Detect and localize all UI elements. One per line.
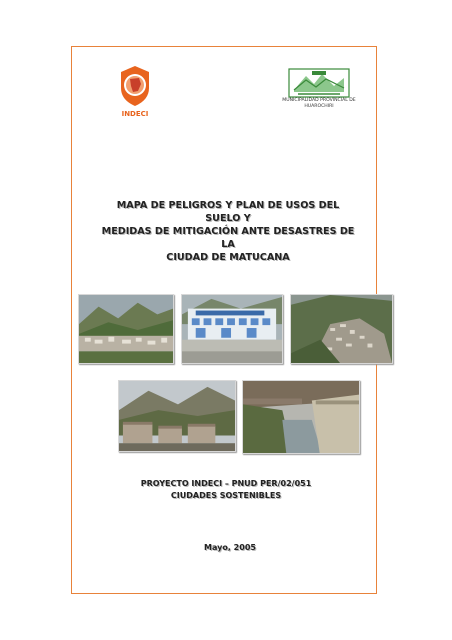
valley-town-photo [78, 294, 174, 364]
title-line-1: MAPA DE PELIGROS Y PLAN DE USOS DEL SUELO Y [116, 200, 340, 224]
indeci-label: INDECI [121, 110, 149, 118]
hillside-houses-photo [118, 380, 236, 452]
aerial-town-photo [290, 294, 393, 364]
title-line-3: CIUDAD DE MATUCANA [166, 252, 290, 263]
project-info [120, 478, 332, 501]
municipality-label-line2: HUAROCHIRI [304, 103, 334, 109]
river-bridge-photo [242, 380, 360, 454]
municipality-label [270, 98, 368, 109]
document-title [100, 199, 356, 264]
project-line-2: CIUDADES SOSTENIBLES [170, 490, 282, 500]
indeci-logo-icon [117, 64, 153, 108]
title-line-2: MEDIDAS DE MITIGACIÓN ANTE DESASTRES DE LA [101, 226, 355, 250]
municipality-label-line1: MUNICIPALIDAD PROVINCIAL DE [282, 98, 356, 103]
municipality-logo-icon [288, 68, 350, 98]
publication-date: Mayo, 2005 [204, 543, 256, 552]
municipal-building-photo [181, 294, 283, 364]
project-line-1: PROYECTO INDECI – PNUD PER/02/051 [140, 479, 312, 488]
